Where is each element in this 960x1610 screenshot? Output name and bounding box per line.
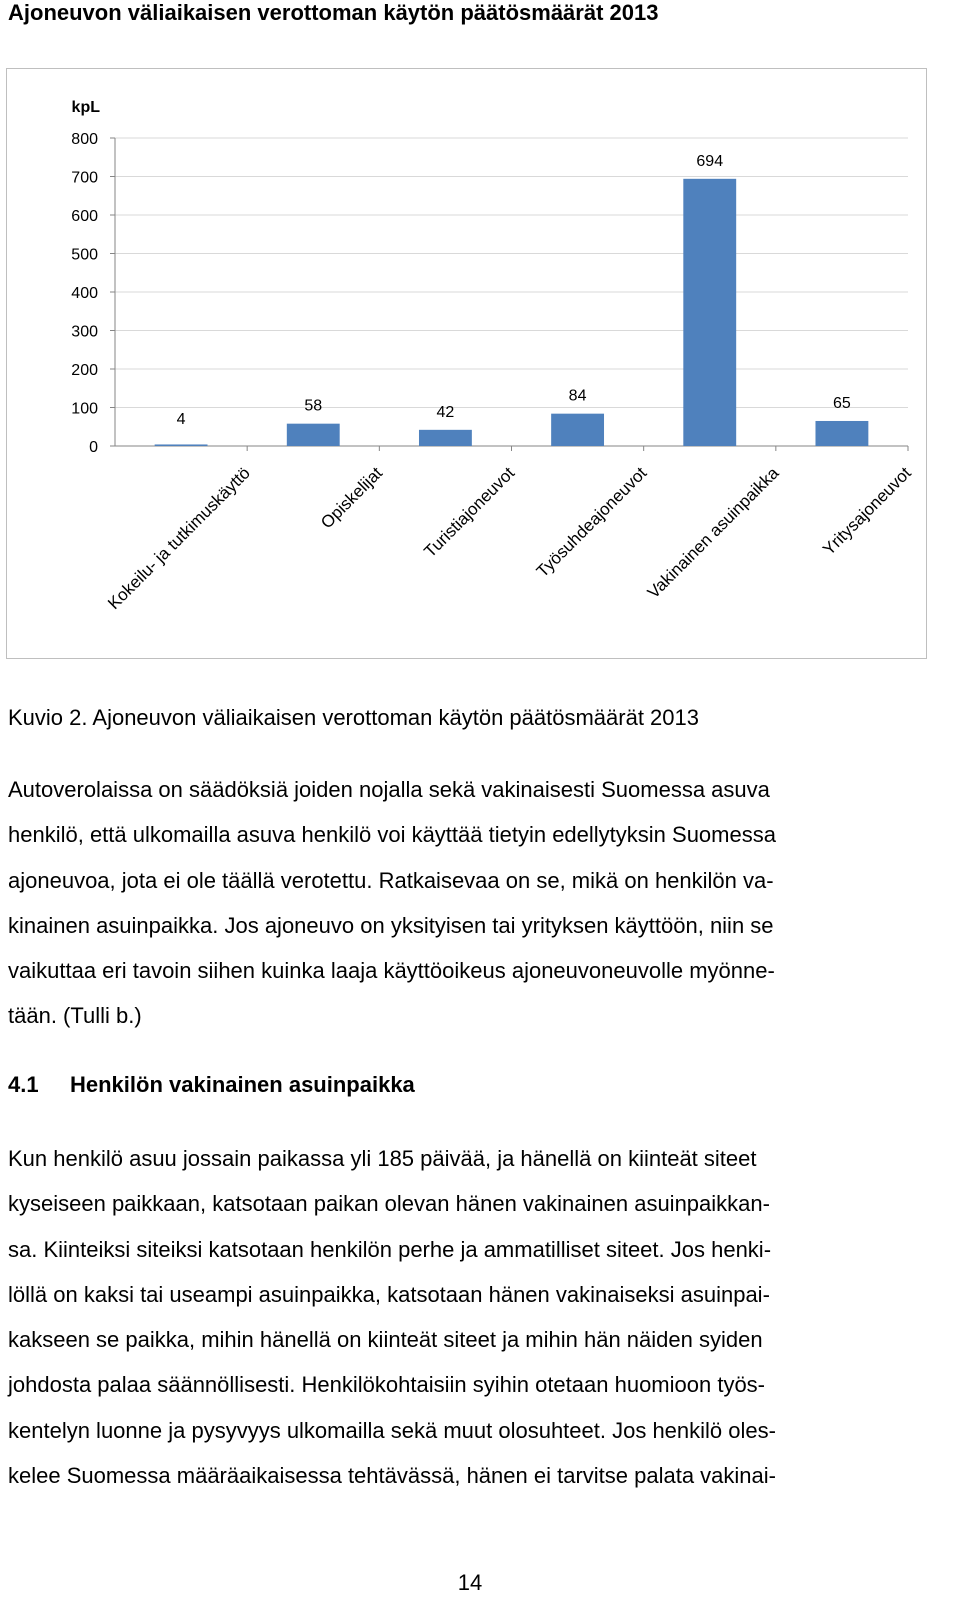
paragraph-line: sa. Kiinteiksi siteiksi katsotaan henkilön perhe ja ammatilliset siteet. Jos henki- (8, 1236, 772, 1262)
paragraph-2 (8, 1136, 932, 1498)
figure-caption: Kuvio 2. Ajoneuvon väliaikaisen verottoman käytön päätösmäärät 2013 (8, 705, 699, 730)
y-tick-label: 300 (71, 323, 98, 341)
bar (683, 179, 736, 446)
y-tick-label: 600 (71, 208, 98, 225)
x-tick-label: Työsuhdeajoneuvot (532, 463, 651, 582)
bar-chart (6, 68, 927, 659)
paragraph-line: kakseen se paikka, mihin hänellä on kiinteät siteet ja mihin hän näiden syiden (8, 1327, 763, 1353)
x-tick-label: Yritysajoneuvot (819, 463, 915, 560)
paragraph-line: kelee Suomessa määräaikaisessa tehtävässä, hänen ei tarvitse palata vakinai- (8, 1463, 776, 1489)
paragraph-line: Autoverolaissa on säädöksiä joiden nojalla sekä vakinaisesti Suomessa asuva (8, 777, 770, 802)
paragraph-line: kinainen asuinpaikka. Jos ajoneuvo on yksityisen tai yrityksen käyttöön, niin se (8, 912, 774, 938)
y-axis-label: kpL (71, 99, 100, 116)
bar (419, 430, 472, 446)
y-tick-label: 200 (71, 362, 98, 379)
section-number: 4.1 (8, 1072, 39, 1097)
paragraph-line: tään. (Tulli b.) (8, 1003, 142, 1029)
data-label: 694 (696, 152, 724, 170)
chart-svg (7, 69, 926, 658)
section-title: Henkilön vakinainen asuinpaikka (70, 1072, 415, 1097)
bar (155, 444, 208, 446)
data-label: 4 (176, 411, 186, 428)
paragraph-line: Kun henkilö asuu jossain paikassa yli 185 päivää, ja hänellä on kiinteät siteet (8, 1146, 757, 1171)
page-number: 14 (457, 1570, 483, 1595)
data-label: 58 (304, 397, 323, 415)
x-tick-label: Opiskelijat (317, 463, 387, 533)
section-heading (8, 1070, 415, 1100)
y-tick-label: 400 (71, 285, 98, 302)
data-label: 84 (568, 387, 587, 405)
y-tick-label: 800 (71, 131, 98, 148)
paragraph-line: kentelyn luonne ja pysyvyys ulkomailla sekä muut olosuhteet. Jos henkilö oles- (8, 1417, 776, 1443)
page-heading: Ajoneuvon väliaikaisen verottoman käytön päätösmäärät 2013 (8, 0, 659, 25)
bar (551, 414, 604, 446)
paragraph-line: ajoneuvoa, jota ei ole täällä verotettu. Ratkaisevaa on se, mikä on henkilön va- (8, 867, 774, 893)
paragraph-line: vaikuttaa eri tavoin siihen kuinka laaja käyttöoikeus ajoneuvoneuvolle myönne- (8, 958, 775, 984)
y-tick-label: 100 (71, 400, 98, 418)
paragraph-line: henkilö, että ulkomailla asuva henkilö voi käyttää tietyin edellytyksin Suomessa (8, 822, 776, 848)
paragraph-1 (8, 767, 932, 1039)
y-tick-label: 0 (89, 439, 98, 456)
y-tick-label: 500 (71, 246, 98, 264)
data-label: 42 (436, 403, 455, 421)
data-label: 65 (833, 394, 851, 412)
paragraph-line: kyseiseen paikkaan, katsotaan paikan olevan hänen vakinainen asuinpaikkan- (8, 1191, 770, 1217)
x-tick-label: Turistiajoneuvot (420, 463, 519, 562)
bar (815, 421, 868, 446)
paragraph-line: johdosta palaa säännöllisesti. Henkilökohtaisiin syihin otetaan huomioon työs- (8, 1372, 766, 1398)
y-tick-label: 700 (71, 169, 98, 187)
paragraph-line: löllä on kaksi tai useampi asuinpaikka, katsotaan hänen vakinaiseksi asuinpai- (8, 1281, 770, 1307)
x-tick-label: Kokeilu- ja tutkimuskäyttö (104, 463, 254, 614)
bar (287, 424, 340, 446)
x-tick-label: Vakinainen asuinpaikka (643, 463, 783, 603)
